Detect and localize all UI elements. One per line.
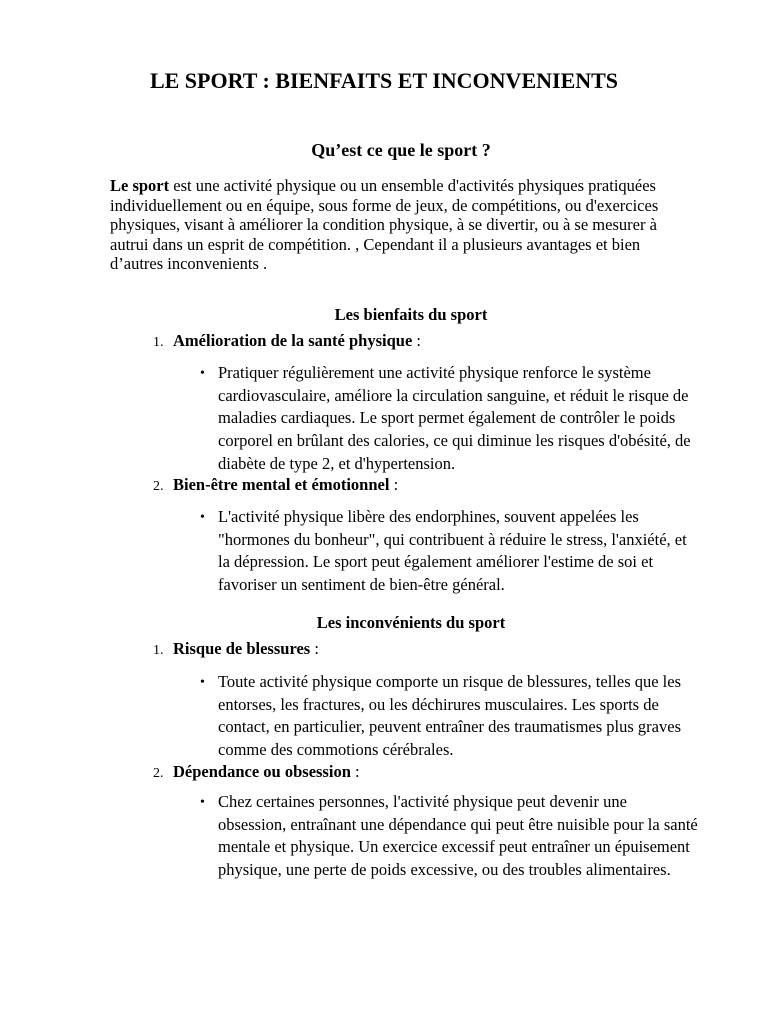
section-heading-inconvenients: Les inconvénients du sport (316, 613, 506, 632)
list-item-suffix: : (350, 762, 360, 781)
list-item-text: Pratiquer régulièrement une activité physique renforce le système cardiovasculaire, améliore la circulation sanguine, et réduit le risque de maladies cardiaques. Le sport permet également de contrôler le poids corporel en brûlant des calories, ce qui diminue les risques d'obésité, de diabète de type 2, et d'hypertension. (218, 363, 691, 473)
list-number: 1. (153, 335, 164, 350)
list-number: 1. (153, 643, 164, 658)
list-item-text: Chez certaines personnes, l'activité physique peut devenir une obsession, entraînant une dépendance qui peut être nuisible pour la santé mentale et physique. Un exercice excessif peut entraîner un épuisement physique, une perte de poids excessive, ou des troubles alimentaires. (218, 792, 698, 880)
list-item-heading (173, 330, 421, 352)
bullet-icon: • (200, 675, 205, 690)
intro-term: Le sport (110, 176, 170, 195)
list-item-suffix: : (310, 639, 319, 658)
bullet-icon: • (200, 795, 205, 810)
list-item-heading (173, 761, 360, 783)
bullet-icon: • (200, 510, 205, 525)
list-item-text: Toute activité physique comporte un risque de blessures, telles que les entorses, les fractures, ou les déchirures musculaires. Les sports de contact, en particulier, peuvent entraîner des traumatismes plus graves comme des commotions cérébrales. (218, 672, 682, 760)
list-item-heading (173, 638, 319, 660)
page-title: LE SPORT : BIENFAITS ET INCONVENIENTS (149, 68, 619, 93)
list-item-title: Amélioration de la santé physique (173, 331, 413, 350)
bullet-icon: • (200, 366, 205, 381)
intro-text: est une activité physique ou un ensemble d'activités physiques pratiquées individuellement ou en équipe, sous forme de jeux, de compétitions, ou d'exercices physiques, visant à améliorer la condition physique, à se divertir, ou à se mesurer à autrui dans un esprit de compétition. , Cependant il a plusieurs avantages et bien d’autres inconvenients . (110, 176, 659, 274)
list-item-heading (173, 474, 398, 496)
list-item-suffix: : (389, 475, 399, 494)
list-item-title: Dépendance ou obsession (173, 762, 351, 781)
list-item-title: Bien-être mental et émotionnel (173, 475, 390, 494)
list-item-suffix: : (412, 331, 421, 350)
list-item-title: Risque de blessures (173, 639, 311, 658)
intro-heading: Qu’est ce que le sport ? (311, 140, 491, 160)
list-number: 2. (153, 479, 164, 494)
list-number: 2. (153, 766, 164, 781)
section-heading-bienfaits: Les bienfaits du sport (334, 305, 488, 324)
intro-paragraph (110, 176, 694, 274)
list-item-text: L'activité physique libère des endorphines, souvent appelées les "hormones du bonheur", qui contribuent à réduire le stress, l'anxiété, et la dépression. Le sport peut également améliorer l'estime de soi et favoriser un sentiment de bien-être général. (218, 507, 687, 595)
